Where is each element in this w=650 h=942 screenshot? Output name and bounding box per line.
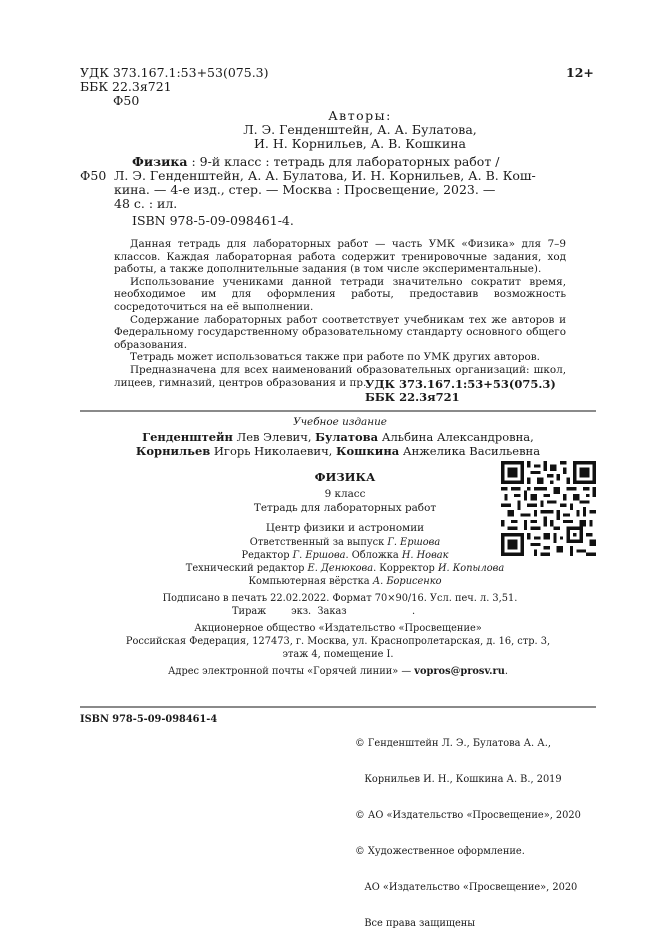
print-signed: Подписано в печать 22.02.2022. Формат 70×90/16. Усл. печ. л. 3,51. <box>162 593 518 604</box>
copyright-line: © Художественное оформление. <box>355 846 525 857</box>
staff-role: . Корректор <box>373 563 438 574</box>
staff-role: Технический редактор <box>185 563 308 574</box>
authors-label <box>260 109 460 123</box>
author-surname: Булатова <box>315 430 379 444</box>
publisher-address-1: Российская Федерация, 127473, г. Москва, ул. Краснопролетарская, д. 16, стр. 3, <box>125 636 551 647</box>
footer-isbn: ISBN 978-5-09-098461-4 <box>80 714 218 725</box>
author-name: Игорь Николаевич, <box>210 444 336 458</box>
copyright-line: АО «Издательство «Просвещение», 2020 <box>355 882 578 893</box>
annotation-paragraph: Тетрадь может использоваться также при работе по УМК других авторов. <box>130 351 540 364</box>
divider-bottom <box>80 706 596 708</box>
staff-person: Е. Денюкова <box>307 563 374 574</box>
hotline-email-label: Адрес электронной почты «Горячей линии» — <box>168 666 415 677</box>
book-subtitle: Тетрадь для лабораторных работ <box>253 502 437 514</box>
author-surname: Кошкина <box>336 444 400 458</box>
bib-title-bold: Физика <box>132 154 188 169</box>
authors-label-text: Авторы: <box>328 108 392 123</box>
author-surname: Генденштейн <box>142 430 233 444</box>
publisher-name: Акционерное общество «Издательство «Просвещение» <box>194 623 482 634</box>
staff-person: И. Копылова <box>437 563 505 574</box>
copyright-line: © Генденштейн Л. Э., Булатова А. А., <box>355 738 551 749</box>
staff-person: А. Борисенко <box>372 576 442 587</box>
copyright-line: © АО «Издательство «Просвещение», 2020 <box>355 810 581 821</box>
copyright-line: Корнильев И. Н., Кошкина А. В., 2019 <box>355 774 562 785</box>
publisher-address-2: этаж 4, помещение I. <box>282 649 394 660</box>
staff-line <box>150 576 540 588</box>
bib-title-line <box>132 155 564 169</box>
qr-code-icon <box>500 461 597 556</box>
bib-line-4: 48 с. : ил. <box>114 196 178 211</box>
author-name: Анжелика Васильевна <box>399 444 541 458</box>
staff-role: Редактор <box>241 550 293 561</box>
staff-role: . Обложка <box>345 550 402 561</box>
annotation-udk: УДК 373.167.1:53+53(075.3) <box>365 377 556 391</box>
print-run: Тираж экз. Заказ . <box>232 606 416 617</box>
full-authors-line-2 <box>80 445 596 459</box>
annotation-paragraph: Предназначена для всех наименований образовательных организаций: школ, лицеев, гимназий, центров образования и пр. <box>114 363 566 389</box>
annotation <box>114 238 566 389</box>
hotline-email-line <box>80 666 596 678</box>
bib-title-rest: : 9-й класс : тетрадь для лабораторных работ / <box>187 154 500 169</box>
annotation-bbk: ББК 22.3я721 <box>365 390 460 404</box>
staff-line <box>150 537 540 549</box>
staff-line <box>150 550 540 562</box>
hotline-email-link[interactable]: vopros@prosv.ru <box>414 666 505 677</box>
authors-line-1: Л. Э. Генденштейн, А. А. Булатова, <box>243 122 477 137</box>
divider-top <box>80 410 596 412</box>
authors-line-2: И. Н. Корнильев, А. В. Кошкина <box>254 136 466 151</box>
book-grade: 9 класс <box>324 488 366 500</box>
udk-code: УДК 373.167.1:53+53(075.3) <box>80 65 269 80</box>
edition-type: Учебное издание <box>293 416 387 428</box>
staff-person: Г. Ершова <box>292 550 346 561</box>
staff-role: Ответственный за выпуск <box>249 537 388 548</box>
book-title: ФИЗИКА <box>314 470 376 484</box>
annotation-paragraph: Содержание лабораторных работ соответствует учебникам тех же авторов и Федеральному государственному образовательному стандарту основного общего образования. <box>114 313 566 351</box>
copyright-line: Все права защищены <box>355 918 476 929</box>
author-mark: Ф50 <box>113 93 140 108</box>
full-authors-line-1 <box>80 431 596 445</box>
author-name: Альбина Александровна, <box>378 430 534 444</box>
editorial-center: Центр физики и астрономии <box>265 522 425 534</box>
bib-line-2: Л. Э. Генденштейн, А. А. Булатова, И. Н. Корнильев, А. В. Кош- <box>114 168 536 183</box>
staff-person: Г. Ершова <box>387 537 441 548</box>
age-rating: 12+ <box>566 65 594 80</box>
bbk-code: ББК 22.3я721 <box>80 79 172 94</box>
bib-isbn: ISBN 978-5-09-098461-4. <box>132 213 294 228</box>
author-surname: Корнильев <box>135 444 211 458</box>
author-name: Лев Элевич, <box>232 430 316 444</box>
staff-line <box>130 563 560 575</box>
bib-line-3: кина. — 4-е изд., стер. — Москва : Просвещение, 2023. — <box>114 182 496 197</box>
annotation-paragraph: Данная тетрадь для лабораторных работ — часть УМК «Физика» для 7–9 классов. Каждая лабораторная работа содержит тренировочные задания, ход работы, а также дополнительные задания (в том числе экспериментальные). <box>114 238 566 276</box>
bib-mark: Ф50 <box>80 168 107 183</box>
copyright-block <box>355 714 581 942</box>
staff-role: Компьютерная вёрстка <box>248 576 373 587</box>
staff-person: Н. Новак <box>401 550 449 561</box>
annotation-paragraph: Использование учениками данной тетради значительно сократит время, необходимое им для оформления работы, предоставив возможность сосредоточиться на её выполнении. <box>114 275 566 313</box>
hotline-email-end: . <box>504 666 508 677</box>
